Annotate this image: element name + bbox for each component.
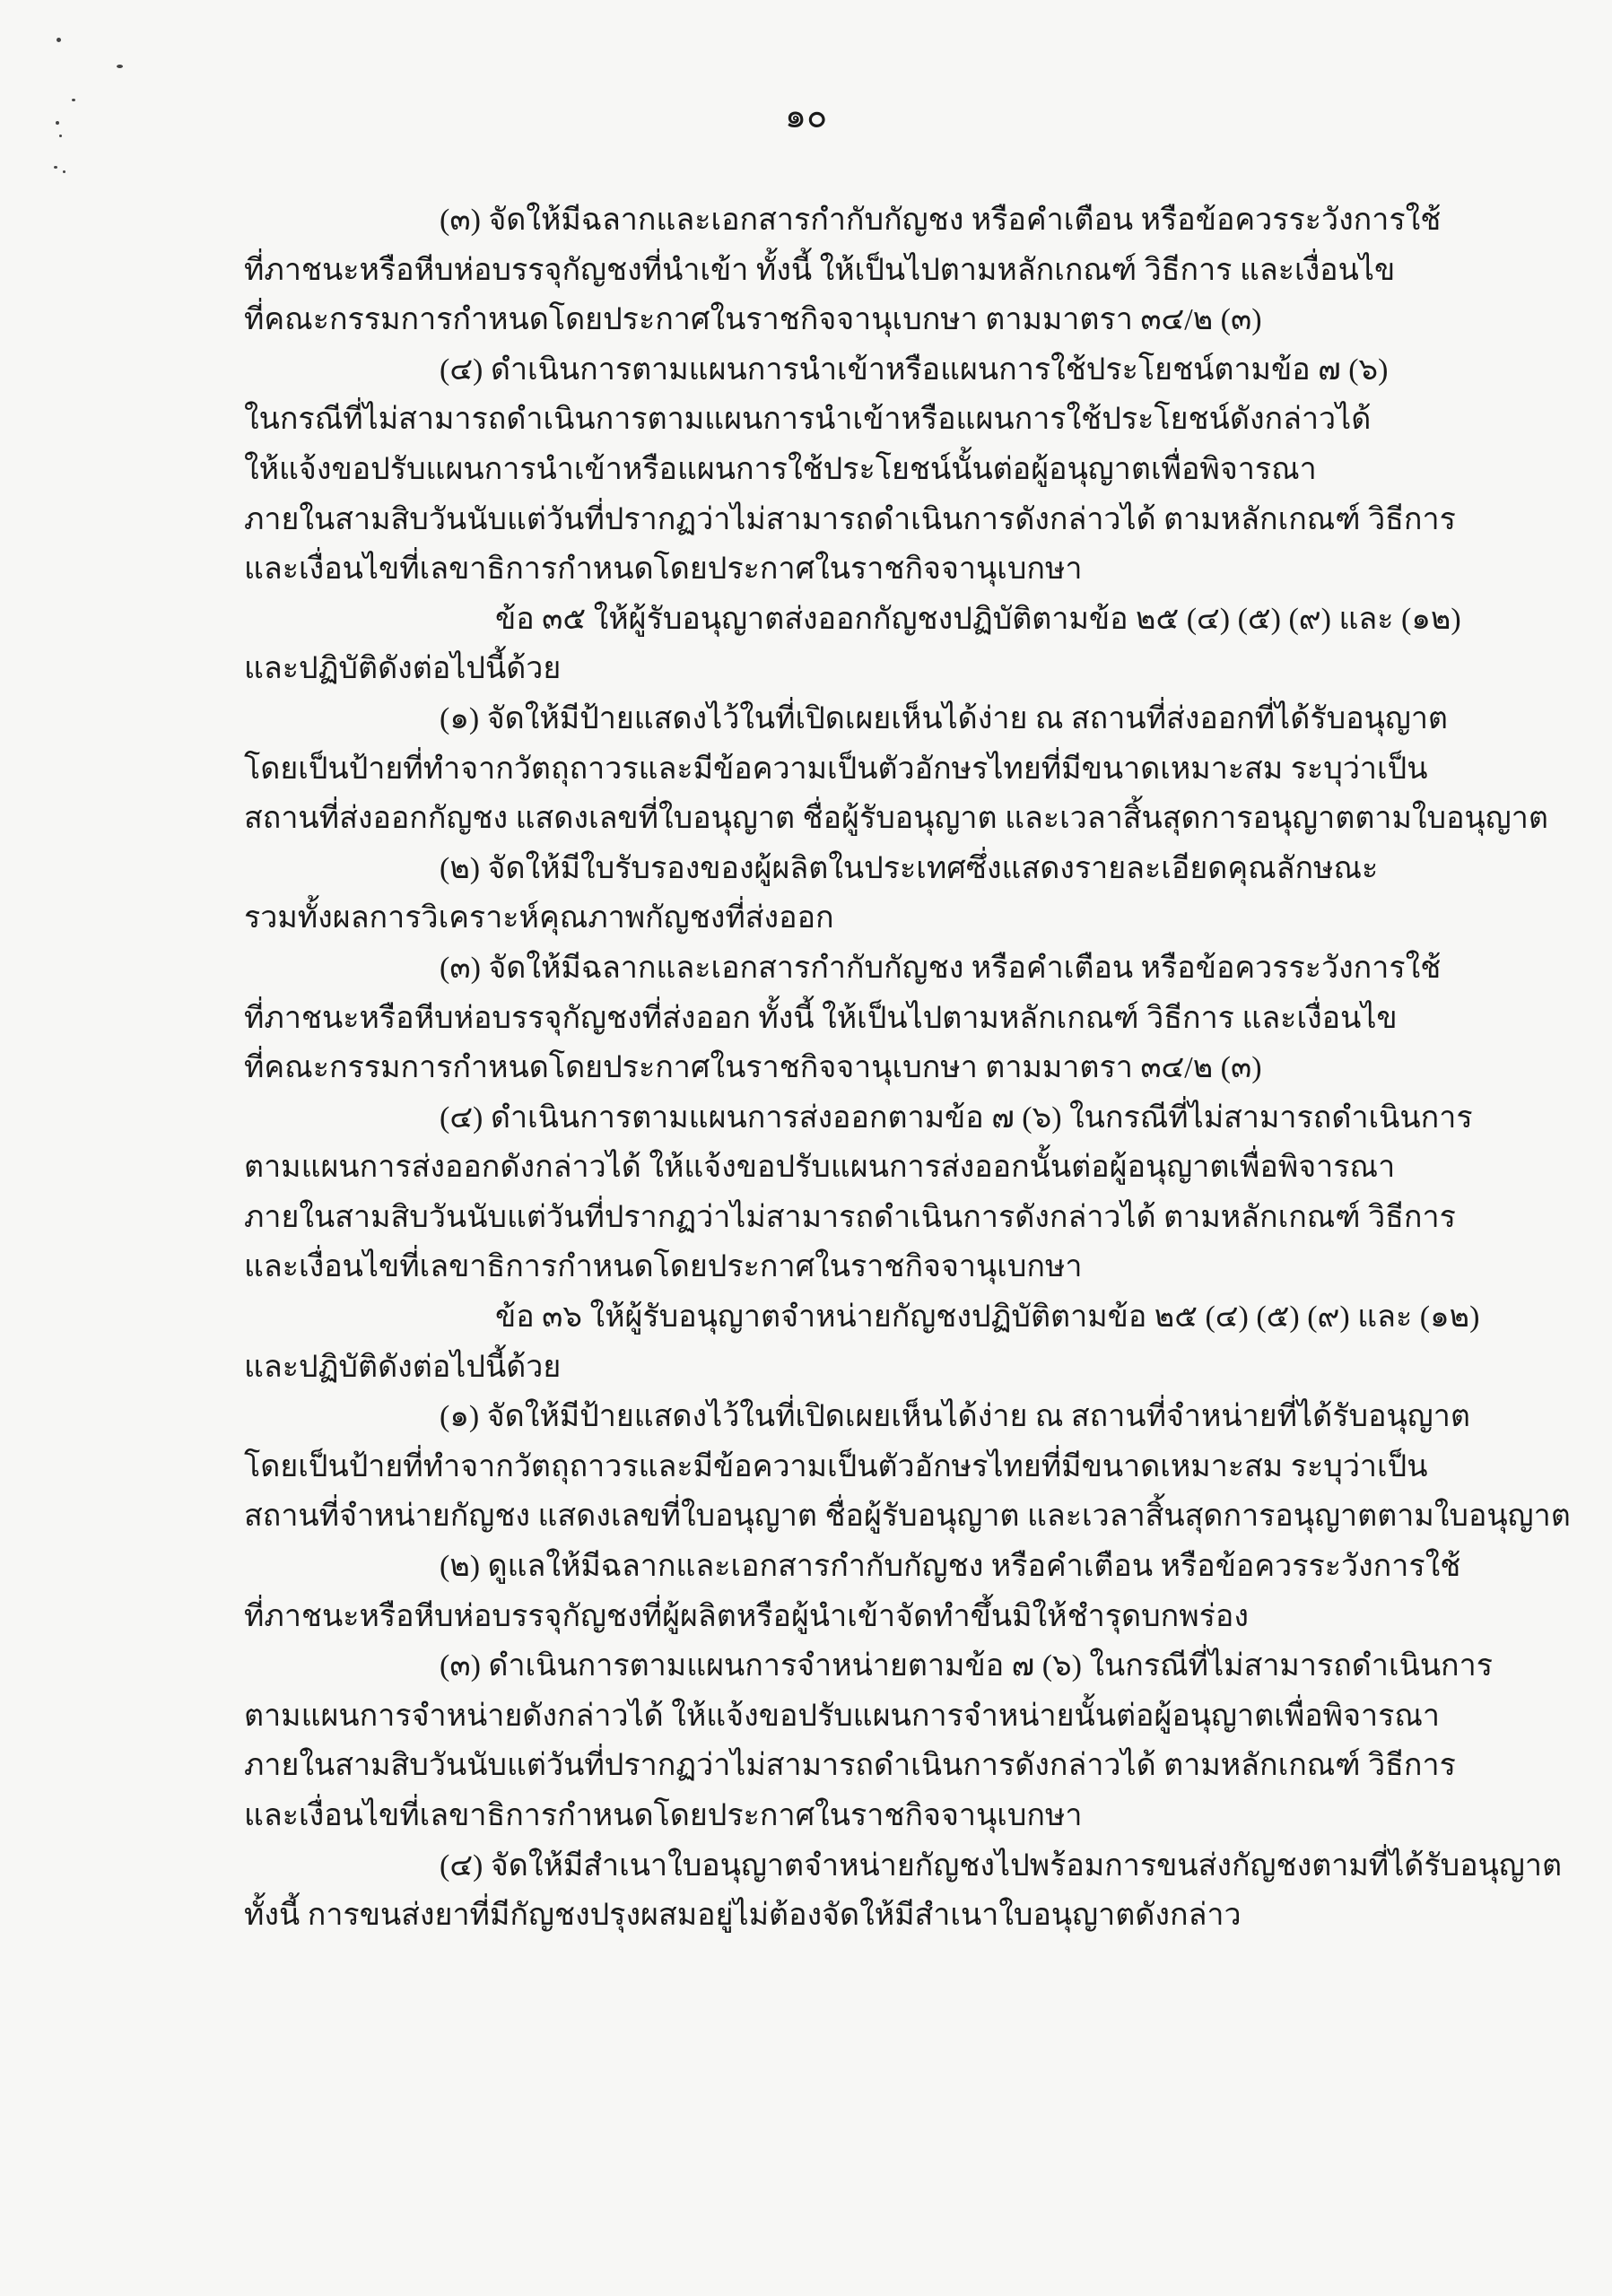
text-line: ที่คณะกรรมการกำหนดโดยประกาศในราชกิจจานุเบกษา ตามมาตรา ๓๔/๒ (๓) <box>244 1051 1262 1085</box>
text-line: (๑) จัดให้มีป้ายแสดงไว้ในที่เปิดเผยเห็นได้ง่าย ณ สถานที่ส่งออกที่ได้รับอนุญาต <box>440 701 1449 735</box>
text-line: (๒) จัดให้มีใบรับรองของผู้ผลิตในประเทศซึ่งแสดงรายละเอียดคุณลักษณะ <box>440 851 1379 885</box>
text-line: โดยเป็นป้ายที่ทำจากวัตถุถาวรและมีข้อความเป็นตัวอักษรไทยที่มีขนาดเหมาะสม ระบุว่าเป็น <box>244 1449 1428 1483</box>
text-line: (๑) จัดให้มีป้ายแสดงไว้ในที่เปิดเผยเห็นได้ง่าย ณ สถานที่จำหน่ายที่ได้รับอนุญาต <box>440 1400 1470 1434</box>
text-line: โดยเป็นป้ายที่ทำจากวัตถุถาวรและมีข้อความเป็นตัวอักษรไทยที่มีขนาดเหมาะสม ระบุว่าเป็น <box>244 752 1428 786</box>
text-line: และเงื่อนไขที่เลขาธิการกำหนดโดยประกาศในราชกิจจานุเบกษา <box>244 552 1083 587</box>
text-line: และเงื่อนไขที่เลขาธิการกำหนดโดยประกาศในราชกิจจานุเบกษา <box>244 1250 1083 1284</box>
text-line: ที่คณะกรรมการกำหนดโดยประกาศในราชกิจจานุเบกษา ตามมาตรา ๓๔/๒ (๓) <box>244 303 1262 337</box>
text-line: ตามแผนการจำหน่ายดังกล่าวได้ ให้แจ้งขอปรับแผนการจำหน่ายนั้นต่อผู้อนุญาตเพื่อพิจารณา <box>244 1699 1440 1733</box>
text-line: ภายในสามสิบวันนับแต่วันที่ปรากฏว่าไม่สามารถดำเนินการดังกล่าวได้ ตามหลักเกณฑ์ วิธีการ <box>244 1749 1456 1783</box>
text-line: ภายในสามสิบวันนับแต่วันที่ปรากฏว่าไม่สามารถดำเนินการดังกล่าวได้ ตามหลักเกณฑ์ วิธีการ <box>244 502 1456 536</box>
text-line: ให้แจ้งขอปรับแผนการนำเข้าหรือแผนการใช้ประโยชน์นั้นต่อผู้อนุญาตเพื่อพิจารณา <box>244 452 1317 486</box>
document-body <box>244 196 1571 1941</box>
scan-speck <box>54 166 57 169</box>
text-line: (๓) จัดให้มีฉลากและเอกสารกำกับกัญชง หรือคำเตือน หรือข้อควรระวังการใช้ <box>440 204 1442 237</box>
text-line: ภายในสามสิบวันนับแต่วันที่ปรากฏว่าไม่สามารถดำเนินการดังกล่าวได้ ตามหลักเกณฑ์ วิธีการ <box>244 1200 1456 1234</box>
text-line: และเงื่อนไขที่เลขาธิการกำหนดโดยประกาศในราชกิจจานุเบกษา <box>244 1799 1083 1832</box>
text-line: สถานที่ส่งออกกัญชง แสดงเลขที่ใบอนุญาต ชื่อผู้รับอนุญาต และเวลาสิ้นสุดการอนุญาตตามใบอนุญาต <box>244 802 1548 836</box>
text-line: ที่ภาชนะหรือหีบห่อบรรจุกัญชงที่นำเข้า ทั้งนี้ ให้เป็นไปตามหลักเกณฑ์ วิธีการ และเงื่อนไข <box>244 253 1396 287</box>
text-line: และปฏิบัติดังต่อไปนี้ด้วย <box>244 652 562 686</box>
scan-speck <box>57 38 61 42</box>
text-line: และปฏิบัติดังต่อไปนี้ด้วย <box>244 1350 562 1384</box>
text-line: ที่ภาชนะหรือหีบห่อบรรจุกัญชงที่ผู้ผลิตหรือผู้นำเข้าจัดทำขึ้นมิให้ชำรุดบกพร่อง <box>244 1599 1249 1633</box>
text-line: ที่ภาชนะหรือหีบห่อบรรจุกัญชงที่ส่งออก ทั้งนี้ ให้เป็นไปตามหลักเกณฑ์ วิธีการ และเงื่อนไข <box>244 1001 1398 1035</box>
scan-speck <box>117 65 123 68</box>
text-line: (๔) ดำเนินการตามแผนการนำเข้าหรือแผนการใช้ประโยชน์ตามข้อ ๗ (๖) <box>440 352 1389 387</box>
page-number: ๑๐ <box>784 98 828 135</box>
text-line: ทั้งนี้ การขนส่งยาที่มีกัญชงปรุงผสมอยู่ไม่ต้องจัดให้มีสำเนาใบอนุญาตดังกล่าว <box>244 1899 1242 1933</box>
text-line: (๒) ดูแลให้มีฉลากและเอกสารกำกับกัญชง หรือคำเตือน หรือข้อควรระวังการใช้ <box>440 1550 1461 1584</box>
text-line: (๔) จัดให้มีสำเนาใบอนุญาตจำหน่ายกัญชงไปพร้อมการขนส่งกัญชงตามที่ได้รับอนุญาต <box>440 1848 1563 1883</box>
text-line: ในกรณีที่ไม่สามารถดำเนินการตามแผนการนำเข้าหรือแผนการใช้ประโยชน์ดังกล่าวได้ <box>244 403 1372 437</box>
text-line: (๓) จัดให้มีฉลากและเอกสารกำกับกัญชง หรือคำเตือน หรือข้อควรระวังการใช้ <box>440 951 1442 985</box>
text-line: ข้อ ๓๕ ให้ผู้รับอนุญาตส่งออกกัญชงปฏิบัติตามข้อ ๒๕ (๔) (๕) (๙) และ (๑๒) <box>495 602 1461 636</box>
text-line: (๔) ดำเนินการตามแผนการส่งออกตามข้อ ๗ (๖) ในกรณีที่ไม่สามารถดำเนินการ <box>440 1100 1473 1135</box>
text-line: ตามแผนการส่งออกดังกล่าวได้ ให้แจ้งขอปรับแผนการส่งออกนั้นต่อผู้อนุญาตเพื่อพิจารณา <box>244 1151 1396 1185</box>
text-line: รวมทั้งผลการวิเคราะห์คุณภาพกัญชงที่ส่งออก <box>244 901 834 935</box>
scan-speck <box>63 170 65 173</box>
text-line: (๓) ดำเนินการตามแผนการจำหน่ายตามข้อ ๗ (๖) ในกรณีที่ไม่สามารถดำเนินการ <box>440 1649 1493 1683</box>
text-line: สถานที่จำหน่ายกัญชง แสดงเลขที่ใบอนุญาต ชื่อผู้รับอนุญาต และเวลาสิ้นสุดการอนุญาตตามใบอนุญาต <box>244 1500 1571 1534</box>
text-line: ข้อ ๓๖ ให้ผู้รับอนุญาตจำหน่ายกัญชงปฏิบัติตามข้อ ๒๕ (๔) (๕) (๙) และ (๑๒) <box>495 1300 1480 1335</box>
